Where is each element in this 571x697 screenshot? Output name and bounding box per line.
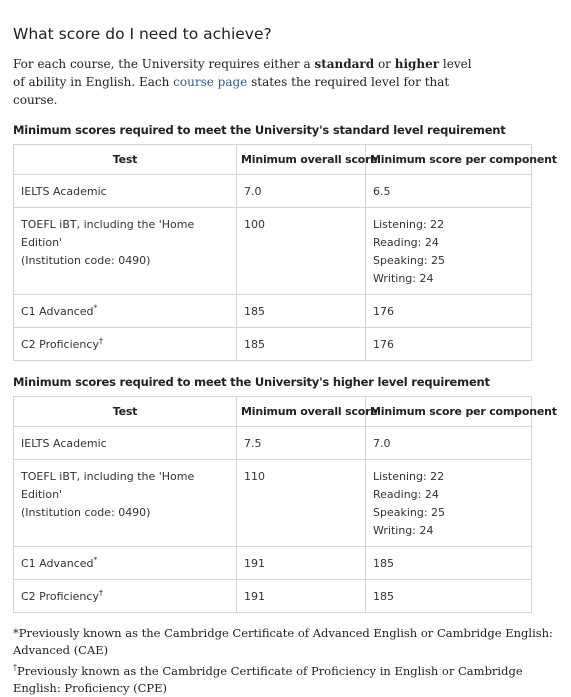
page-heading: What score do I need to achieve?	[13, 25, 272, 43]
test-name-text: IELTS Academic	[21, 437, 107, 450]
footnote-text: Previously known as the Cambridge Certificate of Advanced English or Cambridge English: Advanced (CAE)	[13, 626, 553, 657]
test-name-line	[21, 468, 229, 504]
component-score-line: Listening: 22	[373, 218, 445, 231]
footnote-cpe	[13, 663, 561, 697]
higher-table-caption: Minimum scores required to meet the University's higher level requirement	[13, 375, 490, 389]
component-score-line: Writing: 24	[373, 272, 434, 285]
footnote-marker: †	[98, 336, 103, 346]
test-name-text: (Institution code: 0490)	[21, 254, 151, 267]
test-name-text: C2 Proficiency	[21, 338, 99, 351]
test-name-line	[21, 435, 229, 453]
intro-paragraph	[13, 55, 483, 109]
table-header-row	[14, 145, 532, 175]
test-name-text: IELTS Academic	[21, 185, 107, 198]
table-row	[14, 460, 532, 547]
table-row	[14, 175, 532, 208]
header-component: Minimum score per component	[366, 145, 532, 175]
component-score-line: 176	[373, 338, 394, 351]
standard-requirements-table	[13, 144, 557, 361]
cell-overall-score: 7.5	[237, 427, 366, 460]
component-score-line: Speaking: 25	[373, 254, 446, 267]
cell-component-score	[366, 328, 532, 361]
test-name-line	[21, 303, 229, 321]
component-score-line: 176	[373, 305, 394, 318]
cell-test	[14, 547, 237, 580]
cell-component-score	[366, 295, 532, 328]
table-row	[14, 427, 532, 460]
component-score-line: 7.0	[373, 437, 391, 450]
test-name-line	[21, 183, 229, 201]
intro-text-4: states the required level for that course.	[13, 75, 450, 107]
intro-text-2: or	[374, 57, 395, 71]
test-name-text: C1 Advanced	[21, 557, 94, 570]
test-name-line	[21, 504, 229, 522]
test-name-line	[21, 555, 229, 573]
table-row	[14, 295, 532, 328]
cell-test	[14, 427, 237, 460]
cell-test	[14, 580, 237, 613]
table-header-row	[14, 397, 532, 427]
footnote-marker: †	[98, 588, 103, 598]
cell-overall-score: 110	[237, 460, 366, 547]
cell-test	[14, 208, 237, 295]
cell-test	[14, 295, 237, 328]
course-page-link[interactable]: course page	[173, 75, 248, 89]
table-row	[14, 208, 532, 295]
component-score-line: Reading: 24	[373, 488, 439, 501]
test-name-text: TOEFL iBT, including the 'Home Edition'	[21, 470, 195, 501]
test-name-line	[21, 252, 229, 270]
component-score-line: Writing: 24	[373, 524, 434, 537]
component-score-line: 6.5	[373, 185, 391, 198]
standard-table-caption: Minimum scores required to meet the University's standard level requirement	[13, 123, 506, 137]
cell-overall-score: 7.0	[237, 175, 366, 208]
cell-component-score	[366, 547, 532, 580]
component-score-line: 185	[373, 590, 394, 603]
intro-text-3: level of ability in English. Each	[13, 57, 472, 89]
cell-component-score	[366, 427, 532, 460]
component-score-line: Speaking: 25	[373, 506, 446, 519]
footnote-marker: *	[93, 555, 98, 565]
test-name-line	[21, 336, 229, 354]
standard-table-body	[14, 175, 532, 361]
footnote-mark: *	[13, 626, 19, 640]
test-name-line	[21, 216, 229, 252]
footnote-cae	[13, 625, 561, 659]
footnote-marker: *	[93, 303, 98, 313]
cell-overall-score: 185	[237, 328, 366, 361]
footnote-mark: †	[13, 663, 17, 673]
footnote-text: Previously known as the Cambridge Certificate of Proficiency in English or Cambridge English: Proficiency (CPE)	[13, 664, 523, 695]
cell-component-score	[366, 460, 532, 547]
cell-component-score	[366, 580, 532, 613]
header-overall: Minimum overall score	[237, 397, 366, 427]
higher-term: higher	[394, 57, 440, 71]
header-test: Test	[14, 145, 237, 175]
cell-test	[14, 460, 237, 547]
standard-term: standard	[314, 57, 375, 71]
higher-requirements-table	[13, 396, 557, 613]
table-row	[14, 328, 532, 361]
test-name-text: C2 Proficiency	[21, 590, 99, 603]
component-score-line: Reading: 24	[373, 236, 439, 249]
header-overall: Minimum overall score	[237, 145, 366, 175]
table-row	[14, 580, 532, 613]
test-name-text: (Institution code: 0490)	[21, 506, 151, 519]
test-name-text: TOEFL iBT, including the 'Home Edition'	[21, 218, 195, 249]
cell-component-score	[366, 175, 532, 208]
cell-overall-score: 191	[237, 580, 366, 613]
cell-overall-score: 185	[237, 295, 366, 328]
test-name-text: C1 Advanced	[21, 305, 94, 318]
component-score-line: 185	[373, 557, 394, 570]
test-name-line	[21, 588, 229, 606]
cell-overall-score: 100	[237, 208, 366, 295]
table-row	[14, 547, 532, 580]
header-component: Minimum score per component	[366, 397, 532, 427]
cell-test	[14, 175, 237, 208]
header-test: Test	[14, 397, 237, 427]
cell-component-score	[366, 208, 532, 295]
component-score-line: Listening: 22	[373, 470, 445, 483]
cell-overall-score: 191	[237, 547, 366, 580]
cell-test	[14, 328, 237, 361]
intro-text-1: For each course, the University requires either a	[13, 57, 315, 71]
higher-table-body	[14, 427, 532, 613]
